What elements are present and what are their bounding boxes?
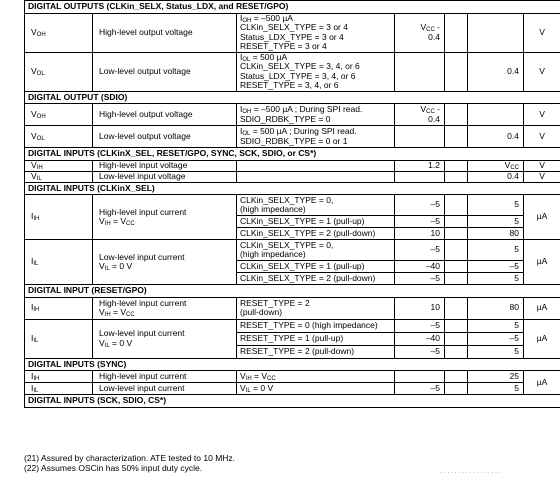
- electrical-characteristics-table: [24, 0, 560, 408]
- min-cell: [395, 383, 445, 395]
- min-value: 10: [430, 227, 440, 238]
- max-cell: [468, 13, 524, 52]
- symbol-cell: $I_{IL}$: [25, 383, 93, 395]
- parameter-text: Low-level input voltage: [99, 170, 186, 181]
- max-cell: [468, 332, 524, 345]
- condition-cell: [237, 345, 395, 358]
- min-value: –5: [430, 199, 440, 210]
- parameter-text: Low-level input current: [99, 382, 185, 393]
- min-value: [398, 372, 440, 382]
- max-cell: [468, 371, 524, 383]
- section-header-row: [25, 1, 560, 14]
- typ-value: [448, 303, 463, 313]
- condition-text: RESET_TYPE = 2 (pull-down): [240, 345, 355, 356]
- max-value: 5: [514, 272, 519, 283]
- typ-cell: [445, 195, 468, 216]
- symbol-cell: $I_{IL}$: [25, 319, 93, 358]
- parameter-text: Low-level input current: [99, 251, 185, 262]
- condition-text: SDIO_RDBK_TYPE = 0: [240, 113, 331, 124]
- parameter-cell: [93, 126, 237, 148]
- typ-cell: [445, 240, 468, 261]
- condition-cell: [237, 332, 395, 345]
- max-value: –5: [509, 260, 519, 271]
- max-cell: [468, 261, 524, 273]
- condition-text: CLKin_SELX_TYPE = 0,: [240, 239, 334, 250]
- typ-cell: [445, 319, 468, 332]
- unit-cell: V: [524, 104, 560, 126]
- parameter-cell: [93, 319, 237, 358]
- min-value: $V_{CC}$ -: [420, 104, 440, 115]
- condition-cell: [237, 52, 395, 91]
- max-cell: [468, 104, 524, 126]
- max-value: 80: [509, 302, 519, 313]
- section-title: DIGITAL INPUTS (CLKinX_SEL): [25, 182, 560, 195]
- unit-cell: V: [524, 126, 560, 148]
- min-value: 1.2: [428, 159, 440, 170]
- condition-text: $I_{OH} = -500$ µA ; During SPI read.: [240, 104, 363, 115]
- unit-cell: V: [524, 171, 560, 182]
- parameter-text: Low-level output voltage: [99, 65, 191, 76]
- condition-cell: [237, 261, 395, 273]
- symbol-cell: $V_{OL}$: [25, 52, 93, 91]
- min-value: –5: [430, 382, 440, 393]
- table-row: [25, 52, 560, 91]
- parameter-cell: [93, 52, 237, 91]
- symbol-cell: $I_{IH}$: [25, 371, 93, 383]
- symbol-cell: $V_{IL}$: [25, 171, 93, 182]
- condition-cell: [237, 319, 395, 332]
- section-header-row: [25, 285, 560, 298]
- min-cell: [395, 52, 445, 91]
- symbol-cell: $I_{IH}$: [25, 195, 93, 240]
- unit-cell: µA: [524, 297, 560, 319]
- min-value: [398, 67, 440, 77]
- min-value: –40: [425, 260, 440, 271]
- condition-text: Status_LDX_TYPE = 3, 4, or 6: [240, 70, 356, 81]
- condition-text: [240, 161, 391, 171]
- symbol-cell: $I_{IH}$: [25, 297, 93, 319]
- unit-cell: µA: [524, 371, 560, 395]
- parameter-text: High-level output voltage: [99, 26, 193, 37]
- max-value: 5: [514, 199, 519, 210]
- table-row: [25, 195, 560, 216]
- condition-text: RESET_TYPE = 3 or 4: [240, 41, 327, 51]
- table-row: [25, 371, 560, 383]
- condition-cell: [237, 104, 395, 126]
- min-cell: [395, 261, 445, 273]
- condition-cell: [237, 383, 395, 395]
- max-value: [471, 28, 519, 38]
- condition-text: $V_{IH} = V_{CC}$: [240, 370, 276, 382]
- typ-cell: [445, 383, 468, 395]
- max-cell: [468, 216, 524, 228]
- min-value: –5: [430, 272, 440, 283]
- table-row: [25, 126, 560, 148]
- condition-cell: [237, 371, 395, 383]
- min-value: –40: [425, 332, 440, 343]
- condition-cell: [237, 216, 395, 228]
- condition-text: Status_LDX_TYPE = 3 or 4: [240, 31, 344, 42]
- max-value: 5: [514, 244, 519, 255]
- condition-text: $I_{OL} = 500$ µA: [240, 51, 288, 63]
- parameter-text: $V_{IL} = 0$ V: [99, 261, 133, 272]
- section-title: DIGITAL OUTPUTS (CLKin_SELX, Status_LDX, and RESET/GPO): [25, 1, 560, 14]
- parameter-text: High-level output voltage: [99, 108, 193, 119]
- min-cell: [395, 332, 445, 345]
- table-row: [25, 160, 560, 171]
- parameter-cell: [93, 297, 237, 319]
- typ-cell: [445, 52, 468, 91]
- symbol-cell: $I_{IL}$: [25, 240, 93, 285]
- condition-text: [240, 172, 391, 182]
- typ-cell: [445, 228, 468, 240]
- condition-cell: [237, 297, 395, 319]
- max-value: 5: [514, 319, 519, 330]
- condition-text: SDIO_RDBK_TYPE = 0 or 1: [240, 135, 348, 146]
- parameter-text: High-level input current: [99, 370, 187, 381]
- condition-text: RESET_TYPE = 0 (high impedance): [240, 319, 378, 330]
- max-cell: [468, 240, 524, 261]
- condition-cell: [237, 195, 395, 216]
- min-value: 0.4: [428, 113, 440, 124]
- min-cell: [395, 195, 445, 216]
- symbol-cell: $V_{OH}$: [25, 104, 93, 126]
- max-cell: [468, 52, 524, 91]
- min-cell: [395, 126, 445, 148]
- max-value: $V_{CC}$: [504, 159, 519, 171]
- min-cell: [395, 228, 445, 240]
- max-value: 5: [514, 382, 519, 393]
- symbol-cell: $V_{OH}$: [25, 13, 93, 52]
- table-row: [25, 171, 560, 182]
- typ-value: [448, 110, 463, 120]
- typ-cell: [445, 216, 468, 228]
- unit-cell: µA: [524, 195, 560, 240]
- max-cell: [468, 171, 524, 182]
- parameter-cell: [93, 240, 237, 285]
- symbol-cell: $V_{IH}$: [25, 160, 93, 171]
- min-cell: [395, 371, 445, 383]
- parameter-cell: [93, 383, 237, 395]
- min-value: [398, 172, 440, 182]
- condition-cell: [237, 240, 395, 261]
- typ-value: [448, 67, 463, 77]
- min-value: [398, 132, 440, 142]
- max-value: 0.4: [507, 65, 519, 76]
- condition-text: CLKin_SELX_TYPE = 0,: [240, 194, 334, 205]
- condition-text: RESET_TYPE = 1 (pull-up): [240, 332, 344, 343]
- max-value: [471, 110, 519, 120]
- parameter-text: High-level input current: [99, 297, 187, 308]
- section-header-row: [25, 148, 560, 161]
- typ-cell: [445, 104, 468, 126]
- min-cell: [395, 240, 445, 261]
- parameter-text: $V_{IH} = V_{CC}$: [99, 307, 135, 318]
- min-cell: [395, 216, 445, 228]
- parameter-text: $V_{IL} = 0$ V: [99, 337, 133, 349]
- section-title: DIGITAL INPUT (RESET/GPO): [25, 285, 560, 298]
- min-cell: [395, 273, 445, 285]
- max-value: 25: [509, 370, 519, 381]
- typ-cell: [445, 160, 468, 171]
- max-cell: [468, 160, 524, 171]
- max-cell: [468, 126, 524, 148]
- max-cell: [468, 273, 524, 285]
- symbol-cell: $V_{OL}$: [25, 126, 93, 148]
- parameter-text: High-level input current: [99, 206, 187, 217]
- typ-cell: [445, 126, 468, 148]
- max-cell: [468, 228, 524, 240]
- max-value: –5: [509, 332, 519, 343]
- condition-cell: [237, 171, 395, 182]
- table-row: [25, 383, 560, 395]
- max-value: 0.4: [507, 170, 519, 181]
- min-value: $V_{CC}$ -: [420, 22, 440, 33]
- condition-text: CLKin_SELX_TYPE = 3 or 4: [240, 22, 348, 32]
- section-title: DIGITAL INPUTS (SYNC): [25, 358, 560, 371]
- typ-cell: [445, 345, 468, 358]
- max-value: 5: [514, 345, 519, 356]
- typ-value: [448, 172, 463, 182]
- condition-cell: [237, 160, 395, 171]
- typ-cell: [445, 273, 468, 285]
- max-cell: [468, 319, 524, 332]
- parameter-cell: [93, 160, 237, 171]
- min-cell: [395, 13, 445, 52]
- parameter-text: High-level input voltage: [99, 159, 188, 170]
- min-value: 0.4: [428, 31, 440, 42]
- typ-cell: [445, 13, 468, 52]
- footnote-22: (22) Assumes OSCin has 50% input duty cycle.: [24, 463, 203, 473]
- max-value: 0.4: [507, 130, 519, 141]
- footnote-21: (21) Assured by characterization. ATE tested to 10 MHz.: [24, 453, 236, 463]
- min-value: –5: [430, 215, 440, 226]
- typ-cell: [445, 297, 468, 319]
- condition-text: CLKin_SELX_TYPE = 2 (pull-down): [240, 227, 376, 238]
- condition-cell: [237, 273, 395, 285]
- condition-text: $I_{OH} = -500$ µA: [240, 12, 293, 24]
- condition-cell: [237, 13, 395, 52]
- condition-text: (high impedance): [240, 204, 306, 214]
- parameter-text: Low-level input current: [99, 328, 185, 338]
- min-value: –5: [430, 319, 440, 330]
- parameter-cell: [93, 13, 237, 52]
- min-cell: [395, 171, 445, 182]
- max-value: 80: [509, 227, 519, 238]
- table-row: [25, 297, 560, 319]
- min-cell: [395, 319, 445, 332]
- condition-text: CLKin_SELX_TYPE = 1 (pull-up): [240, 260, 365, 271]
- unit-cell: µA: [524, 319, 560, 358]
- typ-value: [448, 132, 463, 142]
- typ-cell: [445, 171, 468, 182]
- section-header-row: [25, 358, 560, 371]
- condition-text: $V_{IL} = 0$ V: [240, 382, 274, 394]
- condition-cell: [237, 228, 395, 240]
- typ-value: [448, 28, 463, 38]
- max-value: 5: [514, 215, 519, 226]
- parameter-cell: [93, 171, 237, 182]
- min-cell: [395, 345, 445, 358]
- max-cell: [468, 297, 524, 319]
- typ-cell: [445, 332, 468, 345]
- table-row: [25, 13, 560, 52]
- condition-text: (pull-down): [240, 307, 283, 317]
- condition-text: RESET_TYPE = 3, 4, or 6: [240, 80, 339, 90]
- parameter-cell: [93, 371, 237, 383]
- condition-text: $I_{OL} = 500$ µA ; During SPI read.: [240, 126, 357, 137]
- typ-value: [448, 161, 463, 171]
- section-title: DIGITAL OUTPUT (SDIO): [25, 91, 560, 104]
- unit-cell: V: [524, 13, 560, 52]
- min-cell: [395, 160, 445, 171]
- table-row: [25, 319, 560, 332]
- unit-cell: V: [524, 160, 560, 171]
- typ-cell: [445, 261, 468, 273]
- min-cell: [395, 297, 445, 319]
- min-cell: [395, 104, 445, 126]
- parameter-text: Low-level output voltage: [99, 130, 191, 141]
- typ-cell: [445, 371, 468, 383]
- table-row: [25, 104, 560, 126]
- section-header-row: [25, 395, 560, 408]
- table-body: [25, 1, 560, 408]
- condition-cell: [237, 126, 395, 148]
- unit-cell: V: [524, 52, 560, 91]
- condition-text: CLKin_SELX_TYPE = 1 (pull-up): [240, 215, 365, 226]
- max-cell: [468, 383, 524, 395]
- max-cell: [468, 195, 524, 216]
- min-value: –5: [430, 244, 440, 255]
- min-value: –5: [430, 345, 440, 356]
- parameter-cell: [93, 195, 237, 240]
- min-value: 10: [430, 302, 440, 313]
- condition-text: CLKin_SELX_TYPE = 3, 4, or 6: [240, 61, 360, 71]
- condition-text: CLKin_SELX_TYPE = 2 (pull-down): [240, 272, 376, 283]
- max-cell: [468, 345, 524, 358]
- section-header-row: [25, 91, 560, 104]
- unit-cell: µA: [524, 240, 560, 285]
- section-title: DIGITAL INPUTS (CLKinX_SEL, RESET/GPO, SYNC, SCK, SDIO, or CS*): [25, 148, 560, 161]
- section-title: DIGITAL INPUTS (SCK, SDIO, CS*): [25, 395, 560, 408]
- page-footer-fragment: · · · · · · · · · · · · · · · · ·: [440, 470, 501, 476]
- condition-text: RESET_TYPE = 2: [240, 297, 310, 308]
- parameter-cell: [93, 104, 237, 126]
- condition-text: (high impedance): [240, 249, 306, 259]
- table-row: [25, 240, 560, 261]
- section-header-row: [25, 182, 560, 195]
- parameter-text: $V_{IH} = V_{CC}$: [99, 216, 135, 227]
